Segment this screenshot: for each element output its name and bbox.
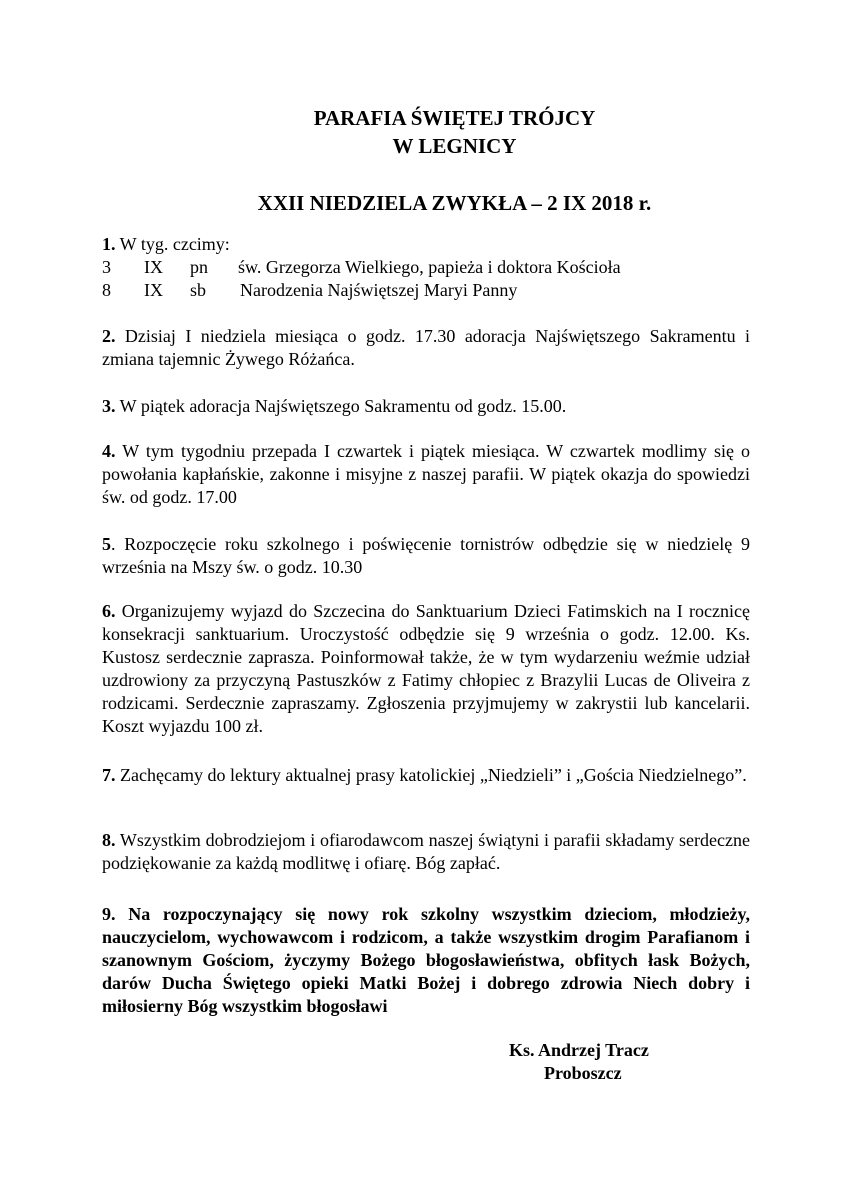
announcement-2 <box>102 325 750 371</box>
signature-name: Ks. Andrzej Tracz <box>509 1040 649 1060</box>
schedule-day: 3 <box>102 257 111 277</box>
schedule-description: św. Grzegorza Wielkiego, papieża i doktora Kościoła <box>238 257 621 277</box>
signature-role: Proboszcz <box>544 1063 622 1083</box>
announcement-text: . Rozpoczęcie roku szkolnego i poświęcenie tornistrów odbędzie się w niedzielę 9 września na Mszy św. o godz. 10.30 <box>102 534 750 577</box>
announcement-number: 7. <box>102 765 116 785</box>
announcement-text: Dzisiaj I niedziela miesiąca o godz. 17.30 adoracja Najświętszego Sakramentu i zmiana tajemnic Żywego Różańca. <box>102 326 750 369</box>
announcement-number: 1. <box>102 234 116 254</box>
parish-title: PARAFIA ŚWIĘTEJ TRÓJCY <box>313 106 596 130</box>
announcement-text: Na rozpoczynający się nowy rok szkolny wszystkim dzieciom, młodzieży, nauczycielom, wychowawcom i rodzicom, a także wszystkim drogim Parafianom i szanownym Gościom, życzymy Bożego błogosławieństwa, obfitych łask Bożych, darów Ducha Świętego opieki Matki Bożej i dobrego zdrowia Niech dobry i miłosierny Bóg wszystkim błogosławi <box>102 904 750 1016</box>
announcement-text: W piątek adoracja Najświętszego Sakramentu od godz. 15.00. <box>115 396 567 416</box>
announcement-text: W tym tygodniu przepada I czwartek i piątek miesiąca. W czwartek modlimy się o powołania kapłańskie, zakonne i misyjne z naszej parafii. W piątek okazja do spowiedzi św. od godz. 17.00 <box>102 441 750 507</box>
announcement-text: Wszystkim dobrodziejom i ofiarodawcom naszej świątyni i parafii składamy serdeczne podziękowanie za każdą modlitwę i ofiarę. Bóg zapłać. <box>102 830 750 873</box>
announcement-number: 3. <box>102 396 116 416</box>
announcement-1 <box>102 233 750 302</box>
announcement-7 <box>102 764 750 787</box>
schedule-description: Narodzenia Najświętszej Maryi Panny <box>240 280 518 300</box>
schedule-month: IX <box>144 280 163 300</box>
announcement-4 <box>102 440 750 509</box>
announcement-text: Zachęcamy do lektury aktualnej prasy katolickiej „Niedzieli” i „Gościa Niedzielnego”. <box>115 765 747 785</box>
announcement-5 <box>102 533 750 579</box>
schedule-row <box>102 279 750 302</box>
announcement-number: 6. <box>102 601 116 621</box>
announcement-number: 4. <box>102 441 116 461</box>
announcement-6 <box>102 600 750 738</box>
announcement-8 <box>102 829 750 875</box>
announcement-text: Organizujemy wyjazd do Szczecina do Sanktuarium Dzieci Fatimskich na I rocznicę konsekracji sanktuarium. Uroczystość odbędzie się 9 września o godz. 12.00. Ks. Kustosz serdecznie zaprasza. Poinformował także, że w tym wydarzeniu weźmie udział uzdrowiony za przyczyną Pastuszków z Fatimy chłopiec z Brazylii Lucas de Oliveira z rodzicami. Serdecznie zapraszamy. Zgłoszenia przyjmujemy w zakrystii lub kancelarii. Koszt wyjazdu 100 zł. <box>102 601 750 736</box>
schedule-row <box>102 256 750 279</box>
announcement-number: 2. <box>102 326 116 346</box>
announcement-text: W tyg. czcimy: <box>115 234 230 254</box>
announcement-number: 5 <box>102 534 111 554</box>
schedule-weekday: pn <box>190 257 208 277</box>
schedule-weekday: sb <box>190 280 207 300</box>
announcement-number: 9. <box>102 904 116 924</box>
announcement-3 <box>102 395 750 418</box>
schedule-day: 8 <box>102 280 111 300</box>
announcement-9 <box>102 903 750 1018</box>
parish-city: W LEGNICY <box>392 134 517 158</box>
announcement-number: 8. <box>102 830 116 850</box>
schedule-month: IX <box>144 257 163 277</box>
sunday-heading: XXII NIEDZIELA ZWYKŁA – 2 IX 2018 r. <box>257 191 652 215</box>
